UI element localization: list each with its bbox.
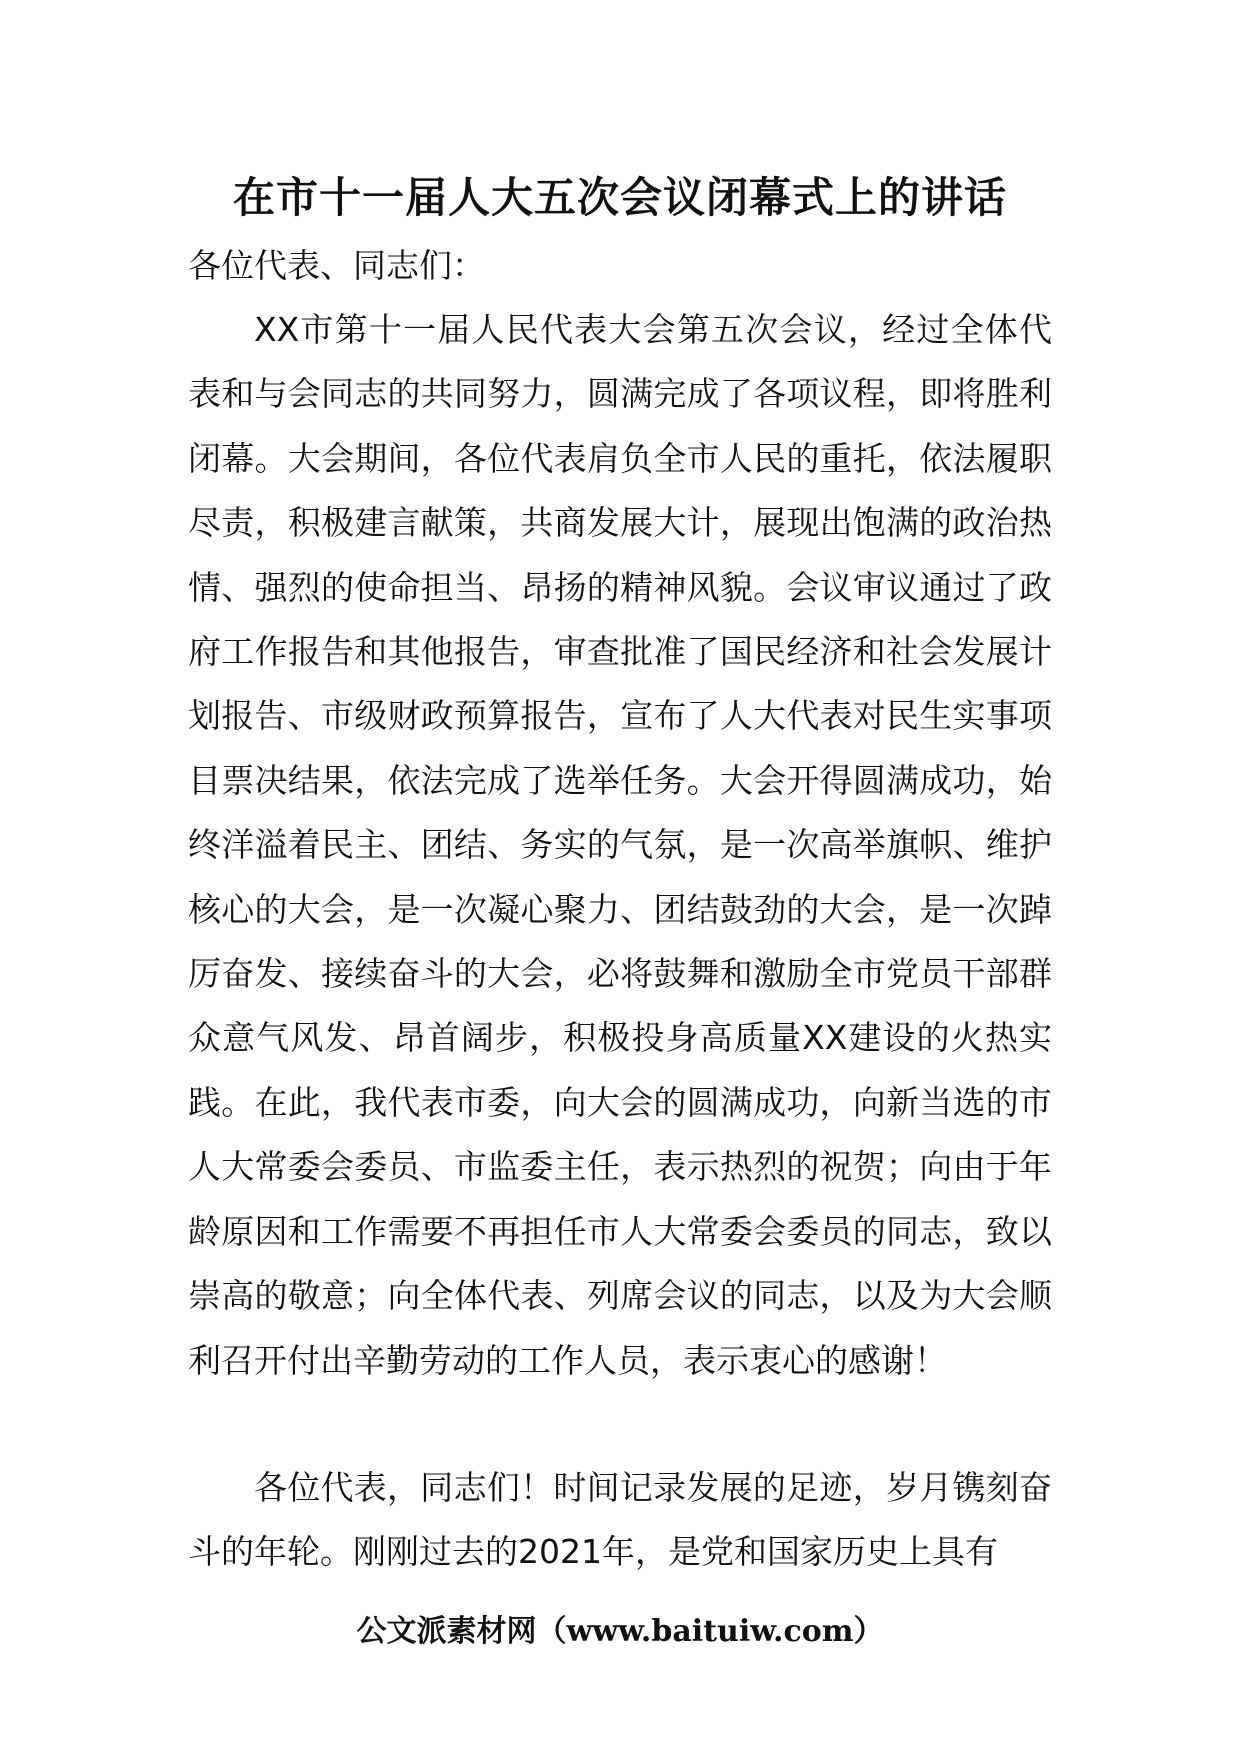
salutation: 各位代表、同志们： [188, 246, 485, 285]
footer-watermark: 公文派素材网（www.baituiw.com） [356, 1614, 884, 1649]
body-paragraph-2: 各位代表，同志们！时间记录发展的足迹，岁月镌刻奋斗的年轮。刚刚过去的2021年，是党和国家历史上具有 [188, 1468, 1052, 1572]
document-title: 在市十一届人大五次会议闭幕式上的讲话 [232, 173, 1007, 222]
body-paragraph-1: XX市第十一届人民代表大会第五次会议，经过全体代表和与会同志的共同努力，圆满完成了各项议程，即将胜利闭幕。大会期间，各位代表肩负全市人民的重托，依法履职尽责，积极建言献策，共商发展大计，展现出饱满的政治热情、强烈的使命担当、昂扬的精神风貌。会议审议通过了政府工作报告和其他报告，审查批准了国民经济和社会发展计划报告、市级财政预算报告，宣布了人大代表对民生实事项目票决结果，依法完成了选举任务。大会开得圆满成功，始终洋溢着民主、团结、务实的气氛，是一次高举旗帜、维护核心的大会，是一次凝心聚力、团结鼓劲的大会，是一次踔厉奋发、接续奋斗的大会，必将鼓舞和激励全市党员干部群众意气风发、昂首阔步，积极投身高质量XX建设的火热实践。在此，我代表市委，向大会的圆满成功，向新当选的市人大常委会委员、市监委主任，表示热烈的祝贺；向由于年龄原因和工作需要不再担任市人大常委会委员的同志，致以崇高的敬意；向全体代表、列席会议的同志，以及为大会顺利召开付出辛勤劳动的工作人员，表示衷心的感谢！ [188, 310, 1052, 1380]
